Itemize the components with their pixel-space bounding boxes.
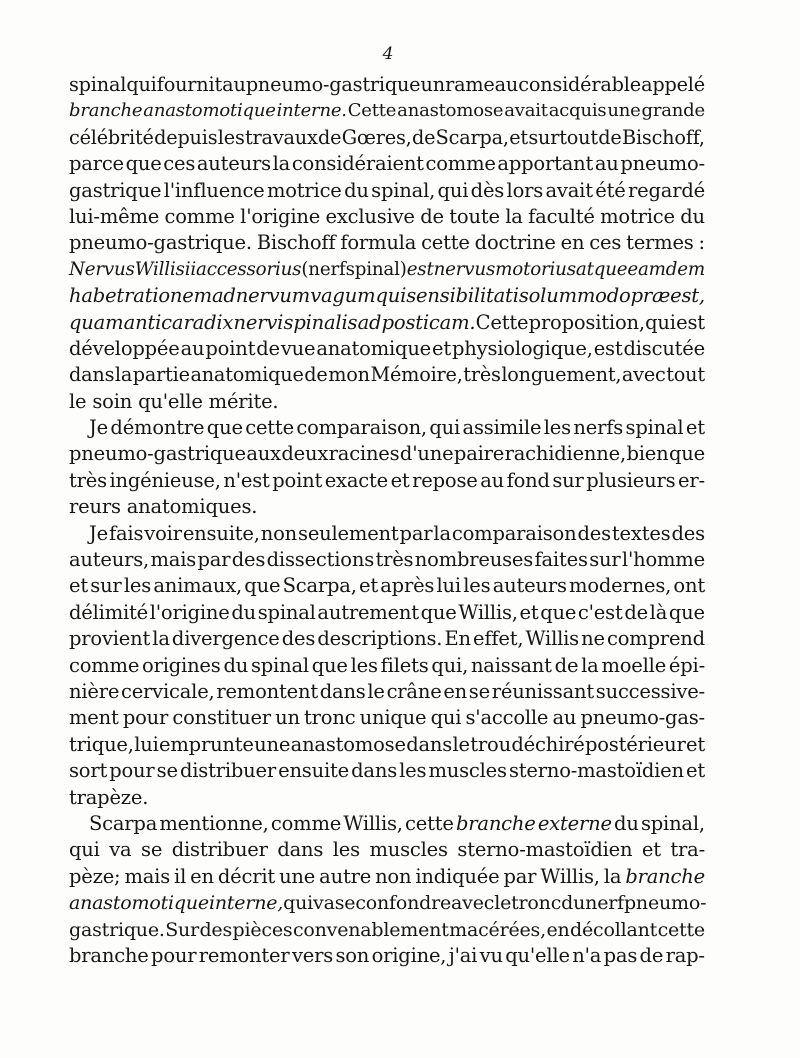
text-line: Je fais voir ensuite, non seulement par la comparaison des textes des <box>89 521 705 545</box>
text-line: Nervus Willisii accessorius (nerf spinal) est nervus motorius atque eamdem <box>69 258 705 280</box>
text-line: délimité l'origine du spinal autrement que Willis, et que c'est de là que <box>69 600 705 624</box>
text-line: anastomotique interne, qui va se confondre avec le tronc du nerf pneumo- <box>69 892 707 915</box>
text-line: sort pour se distribuer ensuite dans les muscles sterno-mastoïdien et <box>69 759 705 783</box>
text-line: auteurs, mais par des dissections très nombreuses faites sur l'homme <box>69 548 705 572</box>
text-line: gastrique l'influence motrice du spinal, qui dès lors avait été regardé <box>69 178 705 202</box>
text-line: et sur les animaux, que Scarpa, et après lui les auteurs modernes, ont <box>69 574 705 598</box>
text-line: spinal qui fournit au pneumo-gastrique un rameau considérable appelé <box>69 73 705 96</box>
text-line <box>69 389 705 415</box>
text-line: qui va se distribuer dans les muscles sterno-mastoïdien et tra- <box>69 838 705 862</box>
text-line: Scarpa mentionne, comme Willis, cette branche externe du spinal, <box>89 811 705 835</box>
text-line <box>69 785 705 811</box>
text-line: lui-même comme l'origine exclusive de toute la faculté motrice du <box>69 204 705 228</box>
text-line: célébrité depuis les travaux de Gœres, de Scarpa, et surtout de Bischoff, <box>69 125 705 149</box>
text-line: pneumo-gastrique. Bischoff formula cette doctrine en ces termes : <box>69 231 705 255</box>
text-segment: trapèze. <box>69 785 149 809</box>
text-line: pèze; mais il en décrit une autre non indiquée par Willis, la branche <box>69 864 705 888</box>
text-segment: le soin qu'elle mérite. <box>69 389 279 413</box>
text-line: parce que ces auteurs la considéraient comme apportant au pneumo- <box>69 152 705 176</box>
text-segment: reurs anatomiques. <box>69 495 258 519</box>
text-line: pneumo-gastrique aux deux racines d'une paire rachidienne, bien que <box>69 442 705 466</box>
text-line <box>69 494 705 520</box>
text-line: provient la divergence des descriptions. En effet, Willis ne comprend <box>69 627 705 651</box>
text-line: ment pour constituer un tronc unique qui s'accolle au pneumo-gas- <box>69 706 705 730</box>
text-line: Je démontre que cette comparaison, qui assimile les nerfs spinal et <box>89 416 705 440</box>
text-line: branche anastomotique interne. Cette anastomose avait acquis une grande <box>69 100 705 122</box>
text-line: nière cervicale, remontent dans le crâne en se réunissant successive- <box>69 679 705 703</box>
text-line: très ingénieuse, n'est point exacte et repose au fond sur plusieurs er- <box>69 468 705 492</box>
page-number: 4 <box>382 44 394 64</box>
text-line: quam antica radix nervi spinalis ad posticam. Cette proposition, qui est <box>69 310 705 334</box>
body-text <box>69 72 705 969</box>
text-line: comme origines du spinal que les filets qui, naissant de la moelle épi- <box>69 653 705 677</box>
text-line: branche pour remonter vers son origine, j'ai vu qu'elle n'a pas de rap- <box>69 943 705 967</box>
text-line: habet rationem ad nervum vagum qui sensibilitati solummodo præest, <box>69 284 705 308</box>
text-line: trique, lui emprunte une anastomose dans le trou déchiré postérieur et <box>69 732 705 756</box>
text-line: gastrique. Sur des pièces convenablement macérées, en décollant cette <box>69 918 705 941</box>
text-line: développée au point de vue anatomique et physiologique, est discutée <box>69 336 705 360</box>
text-line: dans la partie anatomique de mon Mémoire, très longuement, avec tout <box>69 363 705 387</box>
